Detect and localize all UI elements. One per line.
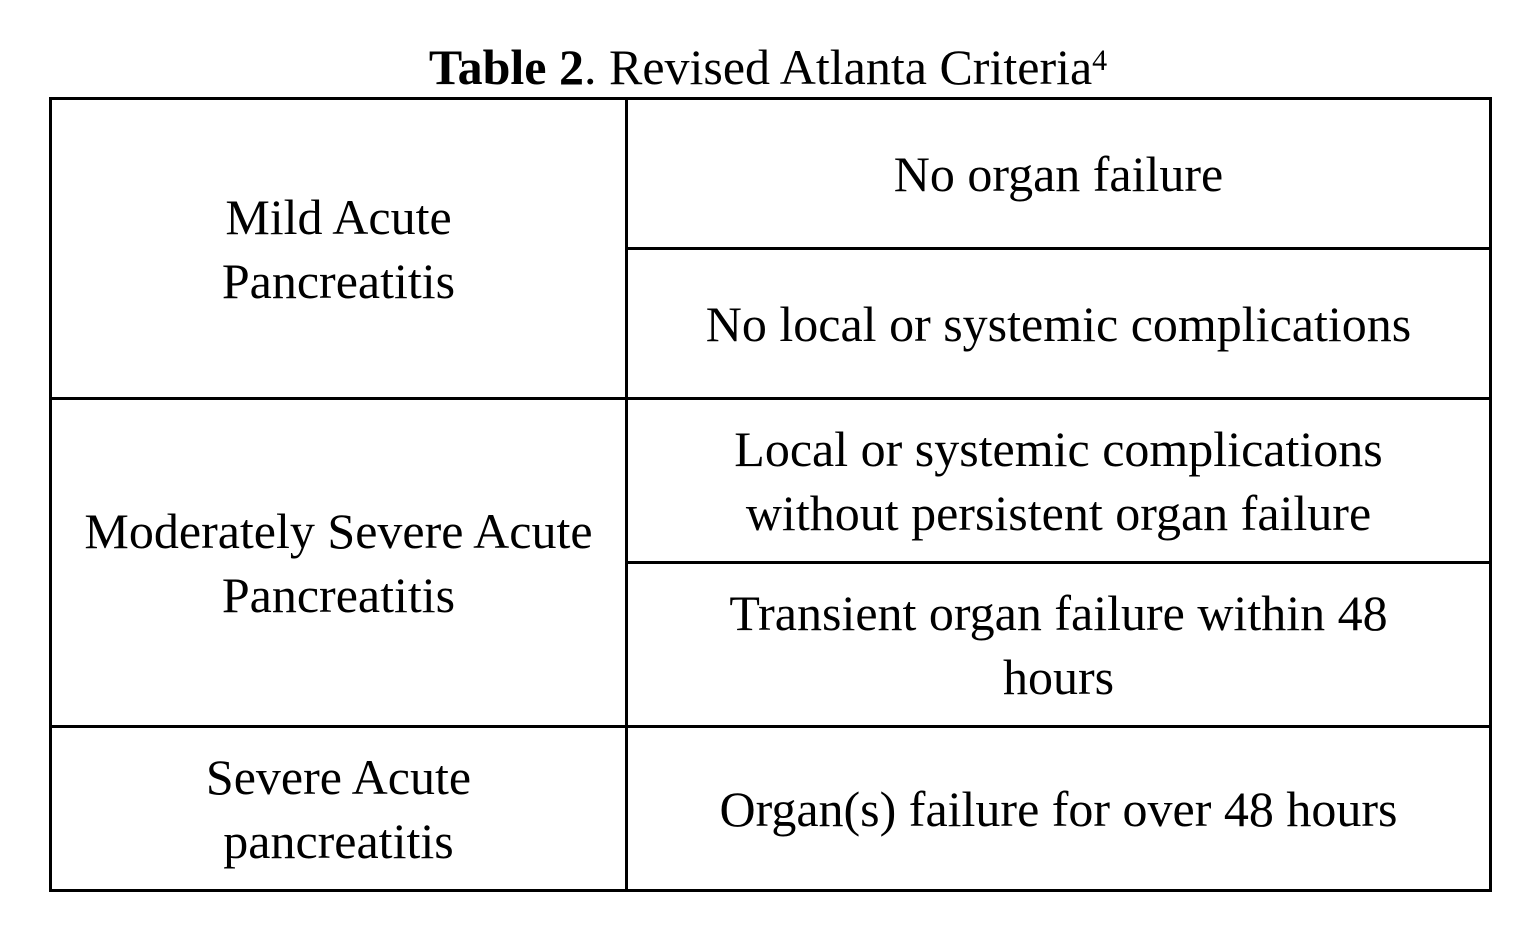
category-cell-mild: Mild Acute Pancreatitis xyxy=(51,99,627,399)
table-row xyxy=(51,99,1491,249)
criteria-cell: No organ failure xyxy=(627,99,1491,249)
criteria-cell: Local or systemic complications without persistent organ failure xyxy=(627,399,1491,563)
category-cell-severe: Severe Acute pancreatitis xyxy=(51,727,627,891)
criteria-cell: Transient organ failure within 48 hours xyxy=(627,563,1491,727)
atlanta-criteria-table xyxy=(49,97,1492,892)
category-cell-moderately-severe: Moderately Severe Acute Pancreatitis xyxy=(51,399,627,727)
table-number: Table 2 xyxy=(428,39,584,95)
table-row xyxy=(51,727,1491,891)
table-title: . Revised Atlanta Criteria xyxy=(583,39,1093,95)
criteria-cell: Organ(s) failure for over 48 hours xyxy=(627,727,1491,891)
table-row xyxy=(51,399,1491,563)
criteria-cell: No local or systemic complications xyxy=(627,249,1491,399)
reference-superscript: 4 xyxy=(1092,44,1108,77)
table-caption xyxy=(0,38,1536,96)
